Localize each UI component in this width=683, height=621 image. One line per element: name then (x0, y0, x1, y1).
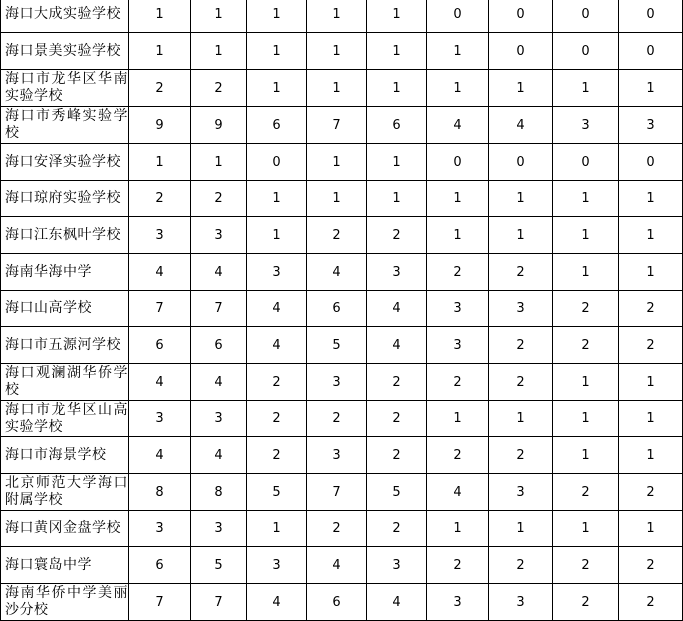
table-row (1, 291, 683, 327)
value-cell: 3 (427, 291, 489, 327)
school-name-cell: 海口山高学校 (1, 291, 129, 327)
value-cell: 5 (367, 474, 427, 511)
value-cell: 3 (553, 107, 619, 144)
value-cell: 1 (427, 70, 489, 107)
value-cell: 3 (129, 401, 191, 437)
value-cell: 3 (489, 584, 553, 621)
school-name-cell: 海口市海景学校 (1, 437, 129, 474)
value-cell: 6 (307, 291, 367, 327)
table-row (1, 217, 683, 254)
value-cell: 1 (553, 437, 619, 474)
value-cell: 6 (191, 327, 247, 364)
value-cell: 1 (619, 217, 683, 254)
value-cell: 1 (191, 0, 247, 33)
value-cell: 2 (367, 217, 427, 254)
value-cell: 1 (489, 511, 553, 547)
value-cell: 1 (427, 511, 489, 547)
school-name-cell: 海口江东枫叶学校 (1, 217, 129, 254)
value-cell: 2 (129, 181, 191, 217)
value-cell: 3 (129, 217, 191, 254)
value-cell: 0 (489, 0, 553, 33)
value-cell: 1 (553, 364, 619, 401)
value-cell: 1 (367, 0, 427, 33)
value-cell: 2 (619, 547, 683, 584)
value-cell: 2 (619, 291, 683, 327)
value-cell: 2 (191, 70, 247, 107)
value-cell: 7 (129, 584, 191, 621)
value-cell: 4 (129, 437, 191, 474)
value-cell: 1 (307, 70, 367, 107)
value-cell: 1 (367, 181, 427, 217)
value-cell: 0 (427, 144, 489, 181)
value-cell: 2 (307, 401, 367, 437)
value-cell: 4 (247, 327, 307, 364)
value-cell: 3 (489, 291, 553, 327)
value-cell: 7 (191, 584, 247, 621)
value-cell: 2 (489, 547, 553, 584)
value-cell: 1 (619, 181, 683, 217)
table-row (1, 474, 683, 511)
value-cell: 4 (367, 327, 427, 364)
value-cell: 1 (247, 511, 307, 547)
table-row (1, 437, 683, 474)
school-name-cell: 海口安泽实验学校 (1, 144, 129, 181)
value-cell: 2 (427, 254, 489, 291)
value-cell: 7 (307, 474, 367, 511)
value-cell: 4 (367, 291, 427, 327)
school-name-cell: 海南华侨中学美丽沙分校 (1, 584, 129, 621)
table-row (1, 33, 683, 70)
value-cell: 2 (427, 547, 489, 584)
value-cell: 3 (489, 474, 553, 511)
value-cell: 1 (129, 144, 191, 181)
value-cell: 2 (619, 327, 683, 364)
value-cell: 1 (619, 511, 683, 547)
value-cell: 2 (427, 364, 489, 401)
school-name-cell: 海口大成实验学校 (1, 0, 129, 33)
value-cell: 2 (367, 511, 427, 547)
table-row (1, 107, 683, 144)
value-cell: 1 (427, 217, 489, 254)
value-cell: 1 (619, 401, 683, 437)
value-cell: 4 (427, 474, 489, 511)
value-cell: 6 (129, 327, 191, 364)
value-cell: 0 (247, 144, 307, 181)
value-cell: 1 (619, 364, 683, 401)
value-cell: 0 (553, 0, 619, 33)
value-cell: 4 (129, 254, 191, 291)
value-cell: 3 (191, 511, 247, 547)
value-cell: 1 (489, 181, 553, 217)
value-cell: 6 (247, 107, 307, 144)
value-cell: 6 (367, 107, 427, 144)
value-cell: 2 (489, 437, 553, 474)
value-cell: 4 (129, 364, 191, 401)
value-cell: 3 (427, 327, 489, 364)
value-cell: 1 (619, 70, 683, 107)
value-cell: 2 (553, 584, 619, 621)
value-cell: 1 (427, 181, 489, 217)
value-cell: 0 (553, 33, 619, 70)
value-cell: 1 (553, 254, 619, 291)
value-cell: 4 (307, 547, 367, 584)
value-cell: 1 (553, 70, 619, 107)
value-cell: 2 (307, 511, 367, 547)
value-cell: 2 (427, 437, 489, 474)
value-cell: 7 (129, 291, 191, 327)
value-cell: 2 (247, 437, 307, 474)
school-name-cell: 海口景美实验学校 (1, 33, 129, 70)
value-cell: 1 (129, 0, 191, 33)
table-row (1, 0, 683, 33)
value-cell: 1 (247, 0, 307, 33)
value-cell: 4 (247, 584, 307, 621)
table-row (1, 327, 683, 364)
school-name-cell: 海口市五源河学校 (1, 327, 129, 364)
value-cell: 1 (553, 401, 619, 437)
value-cell: 2 (367, 364, 427, 401)
value-cell: 3 (367, 547, 427, 584)
value-cell: 1 (247, 70, 307, 107)
value-cell: 1 (367, 70, 427, 107)
value-cell: 3 (619, 107, 683, 144)
value-cell: 0 (619, 144, 683, 181)
value-cell: 1 (489, 217, 553, 254)
value-cell: 1 (191, 144, 247, 181)
value-cell: 0 (489, 144, 553, 181)
value-cell: 8 (129, 474, 191, 511)
value-cell: 1 (367, 144, 427, 181)
value-cell: 1 (427, 33, 489, 70)
school-name-cell: 海南华海中学 (1, 254, 129, 291)
value-cell: 2 (367, 437, 427, 474)
table-row (1, 144, 683, 181)
value-cell: 3 (427, 584, 489, 621)
value-cell: 3 (307, 437, 367, 474)
table-body (1, 0, 683, 621)
value-cell: 0 (427, 0, 489, 33)
value-cell: 5 (191, 547, 247, 584)
value-cell: 2 (367, 401, 427, 437)
value-cell: 1 (553, 217, 619, 254)
value-cell: 1 (247, 33, 307, 70)
value-cell: 2 (553, 291, 619, 327)
table-row (1, 254, 683, 291)
value-cell: 2 (553, 474, 619, 511)
school-name-cell: 海口市秀峰实验学校 (1, 107, 129, 144)
value-cell: 3 (191, 401, 247, 437)
value-cell: 1 (307, 181, 367, 217)
value-cell: 0 (619, 33, 683, 70)
value-cell: 1 (489, 70, 553, 107)
value-cell: 4 (307, 254, 367, 291)
value-cell: 2 (553, 547, 619, 584)
value-cell: 1 (247, 181, 307, 217)
value-cell: 0 (489, 33, 553, 70)
value-cell: 2 (619, 474, 683, 511)
value-cell: 4 (367, 584, 427, 621)
value-cell: 1 (553, 511, 619, 547)
value-cell: 1 (619, 254, 683, 291)
value-cell: 4 (427, 107, 489, 144)
value-cell: 2 (489, 364, 553, 401)
value-cell: 9 (191, 107, 247, 144)
table-row (1, 70, 683, 107)
value-cell: 1 (307, 144, 367, 181)
value-cell: 5 (247, 474, 307, 511)
table-row (1, 584, 683, 621)
value-cell: 0 (619, 0, 683, 33)
value-cell: 1 (367, 33, 427, 70)
value-cell: 3 (247, 254, 307, 291)
value-cell: 2 (247, 364, 307, 401)
value-cell: 9 (129, 107, 191, 144)
value-cell: 3 (191, 217, 247, 254)
table-row (1, 401, 683, 437)
value-cell: 3 (129, 511, 191, 547)
value-cell: 1 (191, 33, 247, 70)
value-cell: 1 (247, 217, 307, 254)
school-name-cell: 海口黄冈金盘学校 (1, 511, 129, 547)
value-cell: 5 (307, 327, 367, 364)
table-row (1, 511, 683, 547)
value-cell: 7 (307, 107, 367, 144)
value-cell: 1 (619, 437, 683, 474)
school-name-cell: 海口市龙华区华南实验学校 (1, 70, 129, 107)
value-cell: 4 (191, 364, 247, 401)
value-cell: 2 (247, 401, 307, 437)
value-cell: 6 (307, 584, 367, 621)
value-cell: 1 (129, 33, 191, 70)
value-cell: 6 (129, 547, 191, 584)
value-cell: 2 (553, 327, 619, 364)
school-name-cell: 海口市龙华区山高实验学校 (1, 401, 129, 437)
value-cell: 4 (489, 107, 553, 144)
value-cell: 4 (191, 254, 247, 291)
value-cell: 2 (489, 327, 553, 364)
school-name-cell: 海口琼府实验学校 (1, 181, 129, 217)
value-cell: 4 (247, 291, 307, 327)
value-cell: 8 (191, 474, 247, 511)
value-cell: 1 (307, 33, 367, 70)
value-cell: 1 (553, 181, 619, 217)
value-cell: 4 (191, 437, 247, 474)
value-cell: 2 (191, 181, 247, 217)
value-cell: 1 (489, 401, 553, 437)
value-cell: 0 (553, 144, 619, 181)
value-cell: 2 (489, 254, 553, 291)
value-cell: 1 (427, 401, 489, 437)
value-cell: 3 (367, 254, 427, 291)
value-cell: 1 (307, 0, 367, 33)
value-cell: 3 (307, 364, 367, 401)
value-cell: 7 (191, 291, 247, 327)
value-cell: 2 (129, 70, 191, 107)
value-cell: 2 (307, 217, 367, 254)
table-row (1, 181, 683, 217)
table-row (1, 364, 683, 401)
school-name-cell: 海口观澜湖华侨学校 (1, 364, 129, 401)
school-name-cell: 海口寰岛中学 (1, 547, 129, 584)
value-cell: 2 (619, 584, 683, 621)
value-cell: 3 (247, 547, 307, 584)
school-name-cell: 北京师范大学海口附属学校 (1, 474, 129, 511)
table-row (1, 547, 683, 584)
